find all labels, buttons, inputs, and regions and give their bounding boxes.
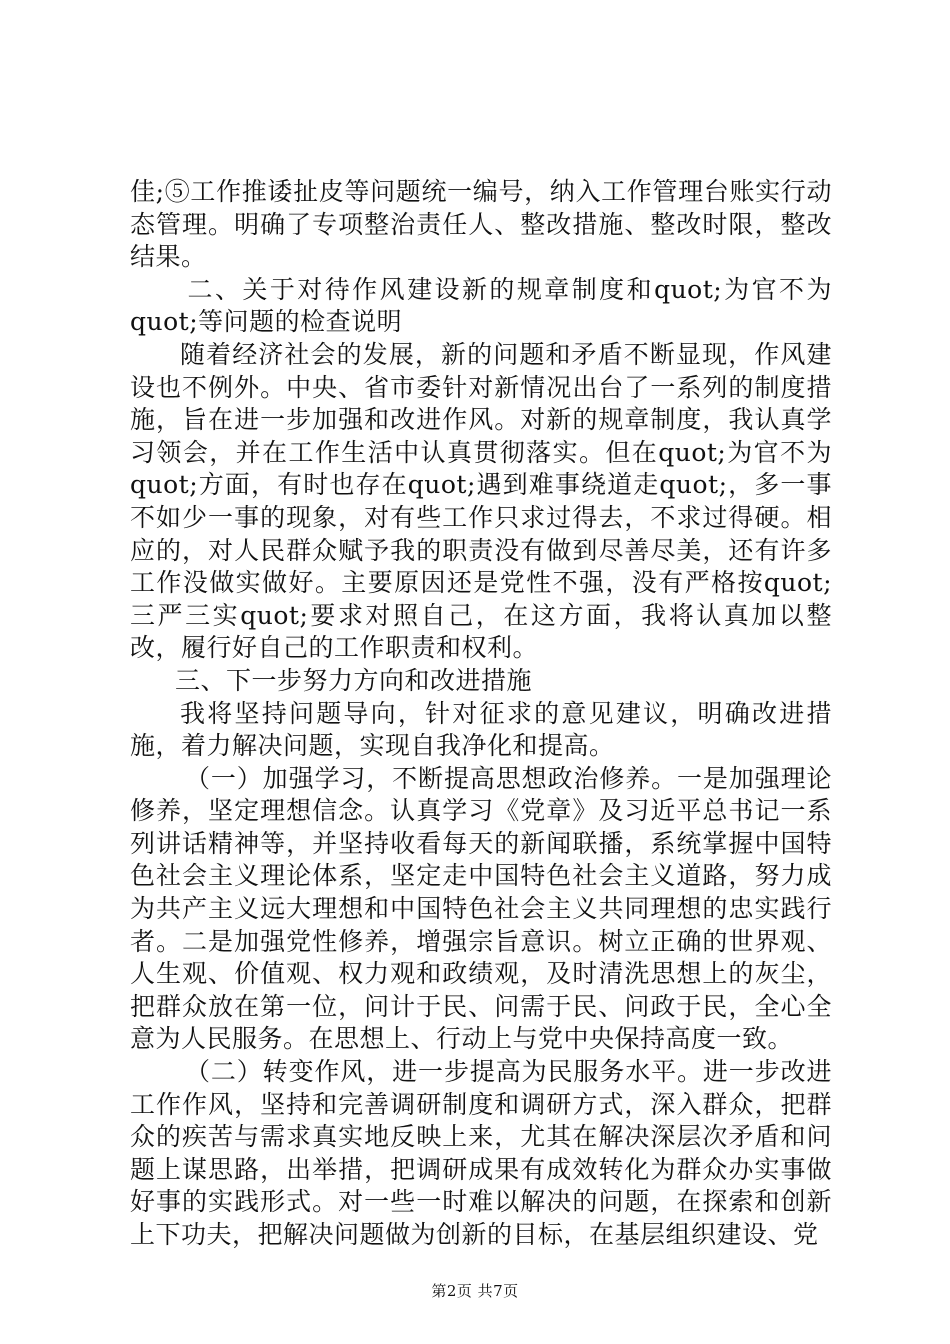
paragraph-measure-1: （一）加强学习，不断提高思想政治修养。一是加强理论修养，坚定理想信念。认真学习《党章》及习近平总书记一系列讲话精神等，并坚持收看每天的新闻联播，系统掌握中国特色社会主义理论体系，坚定走中国特色社会主义道路，努力成为共产主义远大理想和中国特色社会主义共同理想的忠实践行者。二是加强党性修养，增强宗旨意识。树立正确的世界观、人生观、价值观、权力观和政绩观，及时清洗思想上的灰尘，把群众放在第一位，问计于民、问需于民、问政于民，全心全意为人民服务。在思想上、行动上与党中央保持高度一致。 bbox=[130, 763, 832, 1054]
section-heading-3: 三、下一步努力方向和改进措施 bbox=[175, 665, 533, 695]
page-footer: 第2页 共7页 bbox=[431, 1282, 519, 1300]
paragraph-style-review: 随着经济社会的发展，新的问题和矛盾不断显现，作风建设也不例外。中央、省市委针对新情况出台了一系列的制度措施，旨在进一步加强和改进作风。对新的规章制度，我认真学习领会，并在工作生活中认真贯彻落实。但在quot;为官不为quot;方面，有时也存在quot;遇到难事绕道走quot;，多一事不如少一事的现象，对有些工作只求过得去，不求过得硬。相应的，对人民群众赋予我的职责没有做到尽善尽美，还有许多工作没做实做好。主要原因还是党性不强，没有严格按quot;三严三实quot;要求对照自己，在这方面，我将认真加以整改，履行好自己的工作职责和权利。 bbox=[130, 339, 832, 663]
paragraph-measure-2: （二）转变作风，进一步提高为民服务水平。进一步改进工作作风，坚持和完善调研制度和调研方式，深入群众，把群众的疾苦与需求真实地反映上来，尤其在解决深层次矛盾和问题上谋思路，出举措，把调研成果有成效转化为群众办实事做好事的实践形式。对一些一时难以解决的问题，在探索和创新上下功夫，把解决问题做为创新的目标，在基层组织建设、党 bbox=[130, 1057, 832, 1249]
paragraph-continuation: 佳;⑤工作推诿扯皮等问题统一编号，纳入工作管理台账实行动态管理。明确了专项整治责任人、整改措施、整改时限，整改结果。 bbox=[130, 177, 832, 272]
document-body bbox=[130, 176, 832, 1252]
section-heading-2: 二、关于对待作风建设新的规章制度和quot;为官不为quot;等问题的检查说明 bbox=[130, 274, 832, 337]
paragraph-intro-measures: 我将坚持问题导向，针对征求的意见建议，明确改进措施，着力解决问题，实现自我净化和提高。 bbox=[130, 698, 832, 761]
